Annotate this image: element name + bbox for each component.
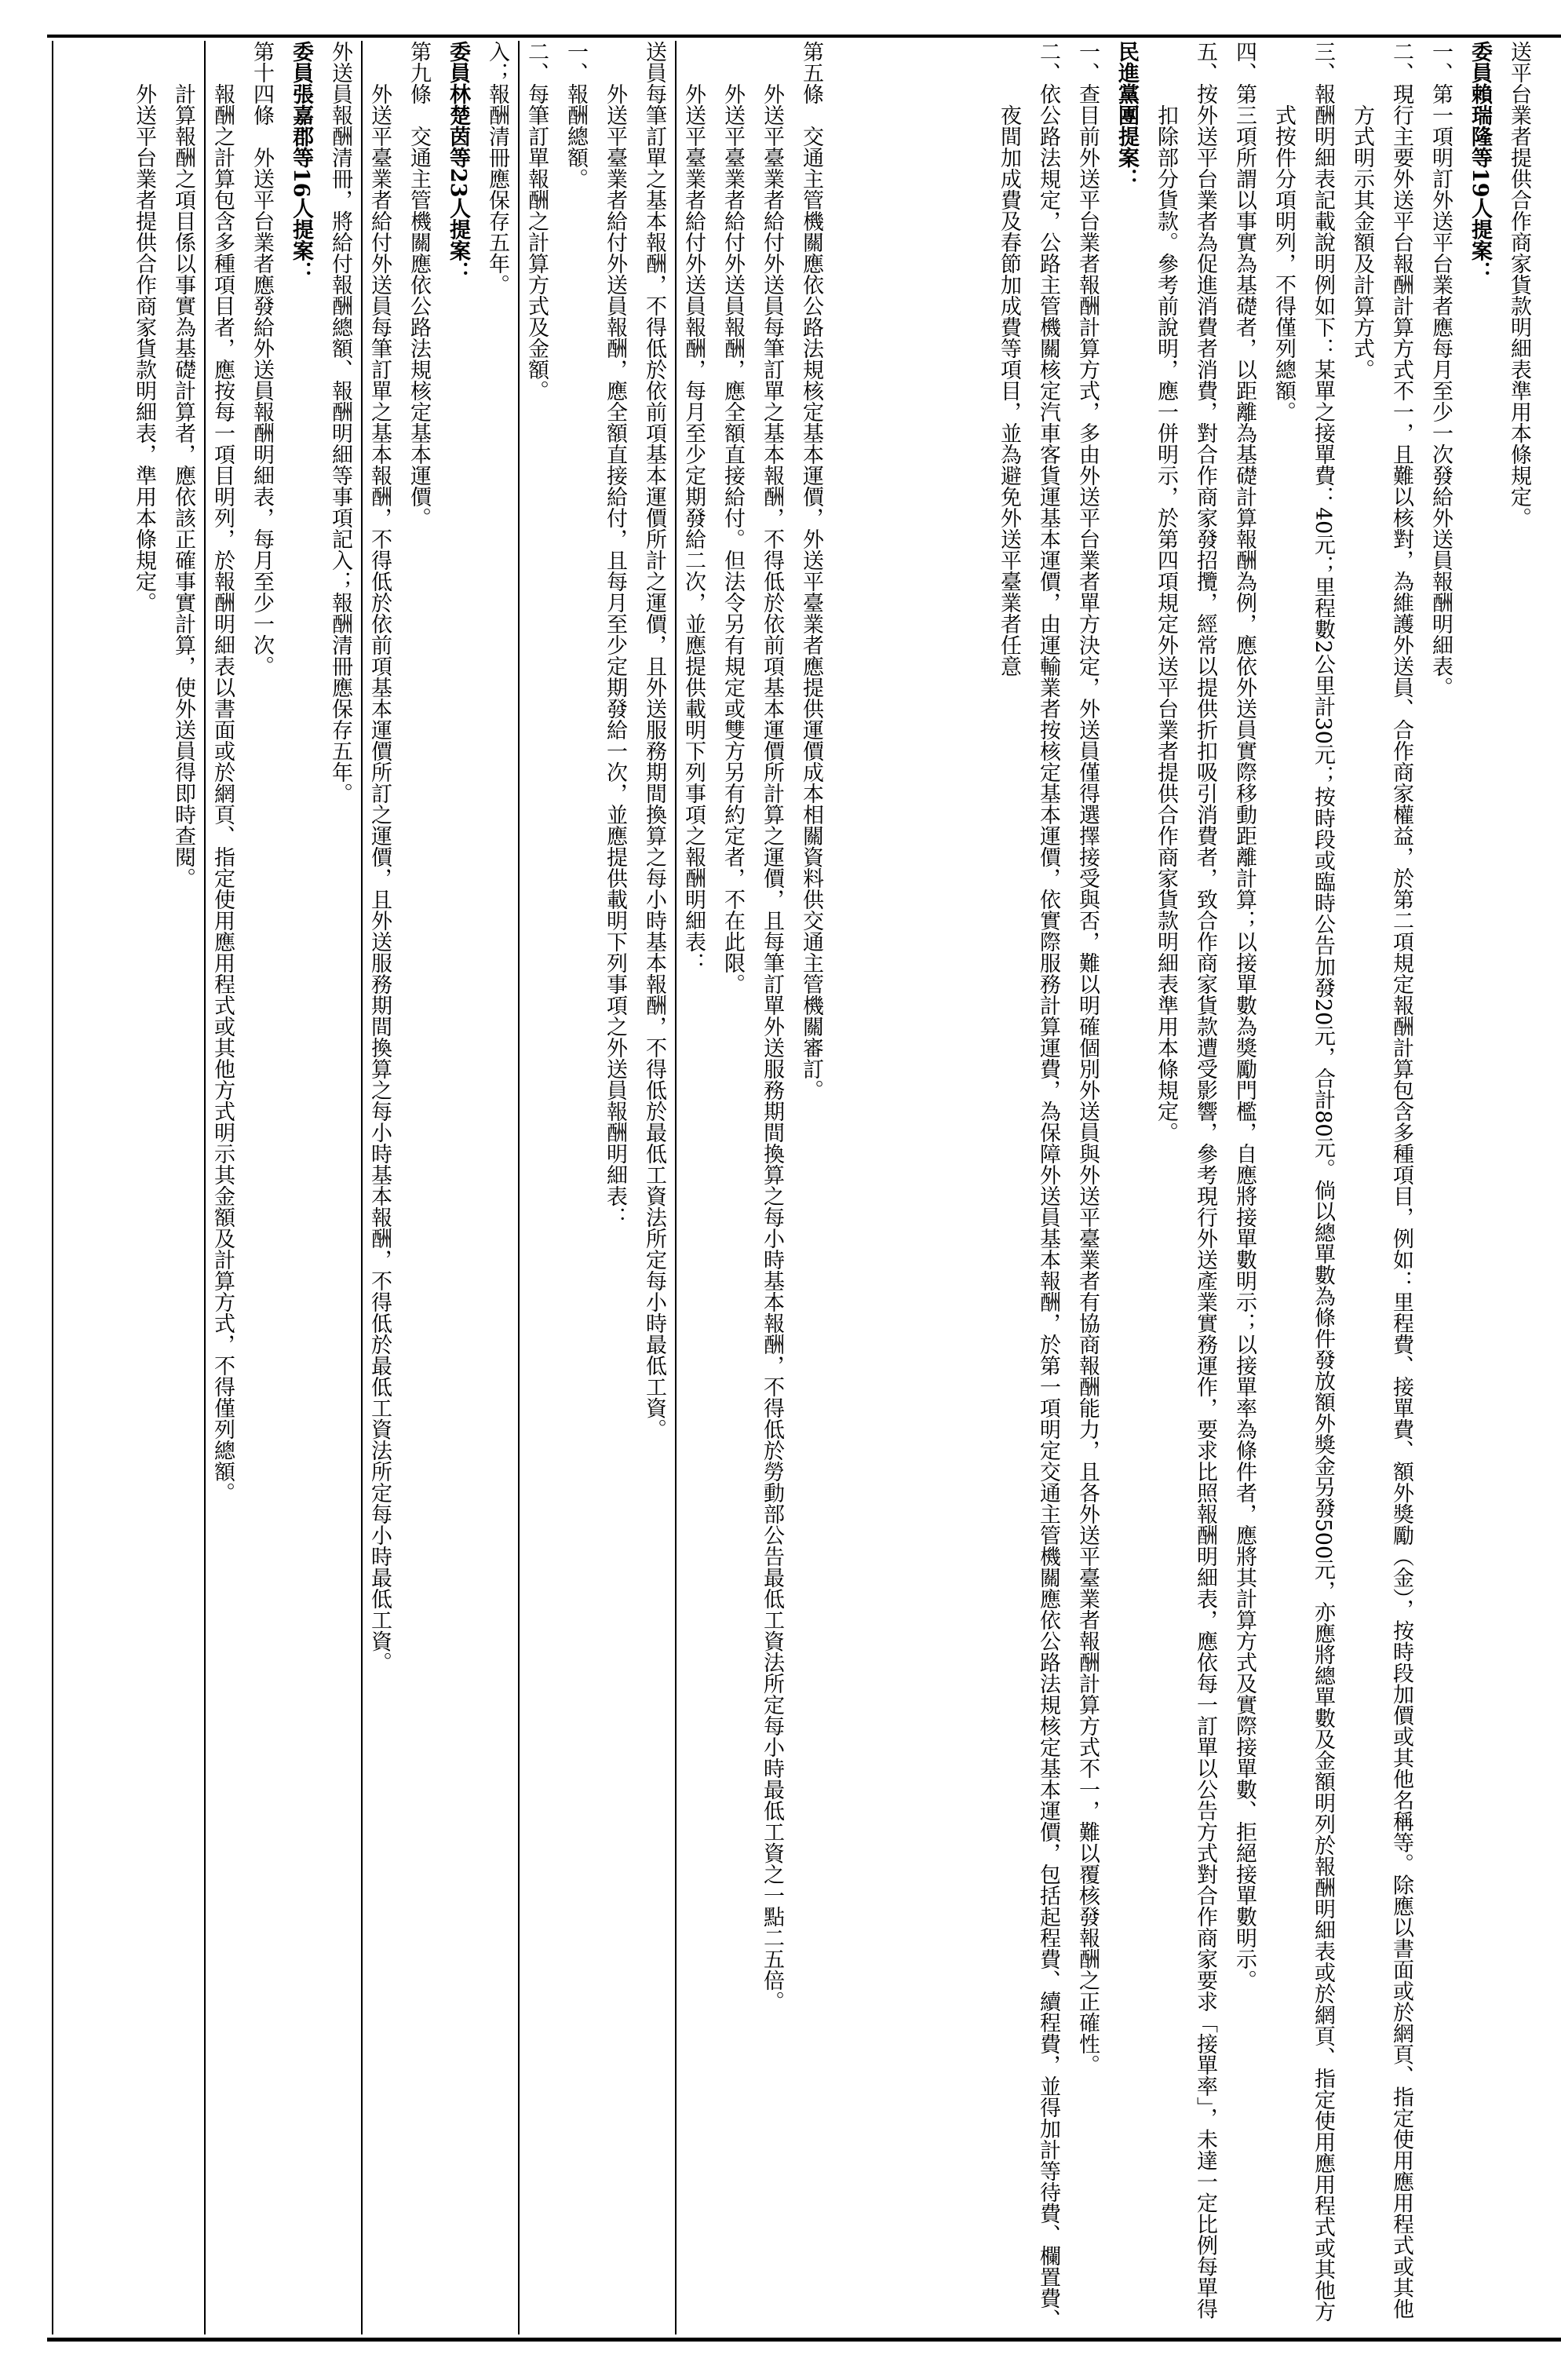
proposal-heading: 委員張嘉郡等16人提案： — [289, 41, 313, 283]
paragraph: 入；報酬清冊應保存五年。 — [485, 41, 509, 295]
paragraph: 五、按外送平台業者為促進消費者消費，對合作商家發招攬，經常以提供折扣吸引消費者，致合作商家貨款遭受影響，參考現行外送產業實務運作，要求比照報酬明細表，應依每一訂單以公告方式對合作商家要求「接單率」，未達一定比例每單得扣除部分貨款。參考前說明，應一併明示，於第四項規定外送平台業者提供合作商家貨款明細表準用本條規定。 — [1154, 41, 1217, 2320]
paragraph: 送員每筆訂單之基本報酬，不得低於依前項基本運價所計之運價，且外送服務期間換算之每小時基本報酬，不得低於最低工資法所定每小時最低工資。 — [642, 41, 666, 1440]
paragraph: 四、第三項所謂以事實為基礎者，以距離為基礎計算報酬為例，應依外送員實際移動距離計算；以接單數為獎勵門檻，自應將接單數明示；以接單率為條件者，應將其計算方式及實際接單數、拒絕接單數明示。 — [1232, 41, 1256, 1991]
paragraph: 報酬之計算包含多種項目者，應按每一項目明列，於報酬明細表以書面或於網頁、指定使用應用程式或其他方式明示其金額及計算方式，不得僅列總額。 — [210, 83, 235, 1503]
column-6 — [52, 41, 202, 2334]
paragraph: 外送平臺業者給付外送員每筆訂單之基本報酬，不得低於依前項基本運價所計算之運價，且每筆訂單外送服務期間換算之每小時基本報酬，不得低於勞動部公告最低工資法所定每小時最低工資之一點二五倍。 — [760, 83, 784, 2012]
proposal-heading: 委員林楚茵等23人提案： — [446, 41, 470, 283]
paragraph: 三、報酬明細表記載說明例如下：某單之接單費：40元；里程數2公里計30元；按時段或臨時公告加發20元，合計80元。倘以總單數為條件發放額外獎金另發500元，亦應將總單數及金額明列於報酬明細表或於網頁、指定使用應用程式或其他方式按件分項明列，不得僅列總額。 — [1271, 41, 1335, 2323]
paragraph: 外送平台業者提供合作商家貨款明細表，準用本條規定。 — [132, 83, 156, 613]
column-2 — [675, 41, 830, 2334]
paragraph: 二、每筆訂單報酬之計算方式及金額。 — [524, 41, 549, 401]
paragraph: 第十四條 外送平台業者應發給外送員報酬明細表，每月至少一次。 — [250, 41, 274, 677]
proposal-heading: 委員賴瑞隆等19人提案： — [1468, 41, 1492, 283]
paragraph: 外送平臺業者給付外送員報酬，每月至少定期發給二次，並應提供載明下列事項之報酬明細表： — [681, 83, 706, 973]
paragraph: 一、報酬總額。 — [563, 41, 588, 189]
paragraph: 計算報酬之項目係以事實為基礎計算者，應依該正確事實計算，使外送員得即時查閱。 — [171, 83, 195, 889]
bottom-rule — [47, 2338, 1561, 2342]
column-3 — [518, 41, 673, 2334]
paragraph: 一、查目前外送平台業者報酬計算方式，多由外送平台業者單方決定，外送員僅得選擇接受與否，難以明確個別外送員與外送平臺業者有協商報酬能力，且各外送平臺業者報酬計算方式不一，難以覆核發報酬之正確性。 — [1075, 41, 1100, 2075]
paragraph: 送平台業者提供合作商家貨款明細表準用本條規定。 — [1507, 41, 1531, 528]
column-5 — [204, 41, 359, 2334]
paragraph: 第五條 交通主管機關應依公路法規核定基本運價，外送平臺業者應提供運價成本相關資料供交通主管機關審訂。 — [799, 41, 823, 1101]
column-4 — [361, 41, 516, 2334]
paragraph: 外送員報酬清冊，將給付報酬總額、報酬明細等事項記入；報酬清冊應保存五年。 — [328, 41, 352, 804]
paragraph: 外送平臺業者給付外送員報酬，應全額直接給付，且每月至少定期發給一次，並應提供載明下列事項之外送員報酬明細表： — [603, 83, 627, 1228]
paragraph: 一、第一項明訂外送平台業者應每月至少一次發給外送員報酬明細表。 — [1428, 41, 1453, 698]
column-1 — [832, 41, 1538, 2334]
paragraph: 二、現行主要外送平台報酬計算方式不一，且難以核對，為維護外送員、合作商家權益，於第二項規定報酬計算包含多種項目，例如：里程費、接單費、額外獎勵（金），按時段加價或其他名稱等。除應以書面或於網頁、指定使用應用程式或其他方式明示其金額及計算方式。 — [1350, 41, 1413, 2320]
paragraph: 第九條 交通主管機關應依公路法規核定基本運價。 — [407, 41, 431, 528]
paragraph: 外送平臺業者給付外送員每筆訂單之基本報酬，不得低於依前項基本運價所訂之運價，且外送服務期間換算之每小時基本報酬，不得低於最低工資法所定每小時最低工資。 — [367, 83, 392, 1673]
top-rule — [47, 35, 1561, 38]
proposal-heading: 民進黨團提案： — [1114, 41, 1139, 189]
paragraph: 二、依公路法規定，公路主管機關核定汽車客貨運基本運價，由運輸業者按核定基本運價，依實際服務計算運費，為保障外送員基本報酬，於第一項明定交通主管機關應依公路法規核定基本運價，包括起程費、續程費，並得加計等待費、欄置費、夜間加成費及春節加成費等項目，並為避免外送平臺業者任意 — [997, 41, 1060, 2330]
paragraph: 外送平臺業者給付外送員報酬，應全額直接給付。但法令另有規定或雙方另有約定者，不在此限。 — [720, 83, 745, 995]
